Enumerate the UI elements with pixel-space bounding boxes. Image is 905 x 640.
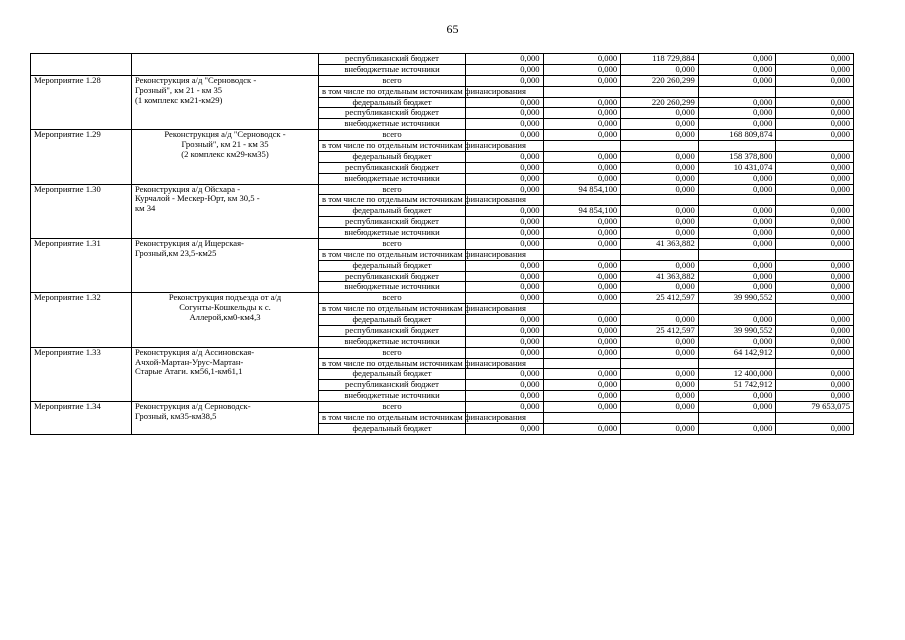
value-cell: 0,000 xyxy=(776,282,854,293)
value-cell: 0,000 xyxy=(466,369,544,380)
measure-title-line: Аллерой,км0-км4,3 xyxy=(189,312,261,322)
source-cell: всего xyxy=(319,293,466,304)
empty-cell xyxy=(776,141,854,152)
value-cell: 0,000 xyxy=(776,206,854,217)
value-cell: 0,000 xyxy=(466,293,544,304)
value-cell: 0,000 xyxy=(621,119,699,130)
value-cell: 220 260,299 xyxy=(621,97,699,108)
measure-id-cell: Мероприятие 1.31 xyxy=(31,238,132,292)
value-cell: 0,000 xyxy=(466,206,544,217)
measure-title-cell xyxy=(132,54,319,76)
source-cell: всего xyxy=(319,184,466,195)
value-cell: 0,000 xyxy=(698,391,776,402)
source-cell: федеральный бюджет xyxy=(319,260,466,271)
measure-id-cell: Мероприятие 1.28 xyxy=(31,75,132,129)
source-cell: внебюджетные источники xyxy=(319,228,466,239)
source-cell: республиканский бюджет xyxy=(319,380,466,391)
value-cell: 0,000 xyxy=(776,184,854,195)
table-row xyxy=(31,75,854,86)
value-cell: 0,000 xyxy=(543,402,621,413)
value-cell: 0,000 xyxy=(543,391,621,402)
value-cell: 0,000 xyxy=(776,347,854,358)
empty-cell xyxy=(698,249,776,260)
value-cell: 0,000 xyxy=(698,64,776,75)
measure-title-cell xyxy=(132,184,319,238)
value-cell: 0,000 xyxy=(698,119,776,130)
measure-title-line: Реконструкция а/д Ассиновская- xyxy=(135,346,255,357)
value-cell: 0,000 xyxy=(621,347,699,358)
value-cell: 10 431,074 xyxy=(698,162,776,173)
value-cell: 0,000 xyxy=(466,325,544,336)
value-cell: 25 412,597 xyxy=(621,325,699,336)
value-cell: 0,000 xyxy=(466,130,544,141)
value-cell: 41 363,882 xyxy=(621,271,699,282)
empty-cell xyxy=(776,86,854,97)
table-row xyxy=(31,54,854,65)
empty-cell xyxy=(698,86,776,97)
measure-title-line: Грозный", км 21 - км 35 xyxy=(181,139,269,149)
value-cell: 0,000 xyxy=(776,97,854,108)
value-cell: 0,000 xyxy=(621,402,699,413)
source-cell: в том числе по отдельным источникам финансирования xyxy=(319,412,466,423)
source-cell: всего xyxy=(319,402,466,413)
value-cell: 0,000 xyxy=(776,151,854,162)
empty-cell xyxy=(698,141,776,152)
source-cell: республиканский бюджет xyxy=(319,271,466,282)
value-cell: 0,000 xyxy=(776,64,854,75)
value-cell: 25 412,597 xyxy=(621,293,699,304)
source-cell: республиканский бюджет xyxy=(319,217,466,228)
value-cell: 0,000 xyxy=(698,271,776,282)
value-cell: 0,000 xyxy=(543,217,621,228)
value-cell: 94 854,100 xyxy=(543,206,621,217)
empty-cell xyxy=(621,304,699,315)
measure-id-cell: Мероприятие 1.32 xyxy=(31,293,132,347)
source-cell: внебюджетные источники xyxy=(319,173,466,184)
empty-cell xyxy=(543,358,621,369)
empty-cell xyxy=(698,304,776,315)
measure-title-line: Реконструкция а/д "Серноводск - xyxy=(135,74,257,85)
source-cell: всего xyxy=(319,130,466,141)
value-cell: 0,000 xyxy=(466,54,544,65)
value-cell: 0,000 xyxy=(621,151,699,162)
measure-title-cell xyxy=(132,293,319,347)
value-cell: 39 990,552 xyxy=(698,293,776,304)
source-cell: в том числе по отдельным источникам финансирования xyxy=(319,141,466,152)
value-cell: 0,000 xyxy=(543,97,621,108)
value-cell: 0,000 xyxy=(776,162,854,173)
value-cell: 0,000 xyxy=(776,75,854,86)
budget-table xyxy=(30,53,854,435)
source-cell: в том числе по отдельным источникам финансирования xyxy=(319,249,466,260)
source-cell: всего xyxy=(319,238,466,249)
measure-title-cell xyxy=(132,238,319,292)
source-cell: внебюджетные источники xyxy=(319,391,466,402)
value-cell: 0,000 xyxy=(466,184,544,195)
value-cell: 0,000 xyxy=(698,97,776,108)
value-cell: 118 729,884 xyxy=(621,54,699,65)
value-cell: 0,000 xyxy=(776,325,854,336)
value-cell: 0,000 xyxy=(776,173,854,184)
value-cell: 0,000 xyxy=(698,184,776,195)
value-cell: 0,000 xyxy=(543,108,621,119)
measure-title-line: Реконструкция а/д Ойсхара - xyxy=(135,183,241,194)
source-cell: федеральный бюджет xyxy=(319,315,466,326)
measure-title-line: Реконструкция подъезда от а/д xyxy=(168,292,282,303)
budget-table-body xyxy=(31,54,854,435)
value-cell: 0,000 xyxy=(698,217,776,228)
source-cell: в том числе по отдельным источникам финансирования xyxy=(319,358,466,369)
measure-title-line: км 34 xyxy=(135,203,156,214)
empty-cell xyxy=(543,86,621,97)
value-cell: 0,000 xyxy=(543,260,621,271)
value-cell: 0,000 xyxy=(621,108,699,119)
value-cell: 0,000 xyxy=(621,423,699,434)
value-cell: 0,000 xyxy=(621,217,699,228)
table-row xyxy=(31,130,854,141)
source-cell: республиканский бюджет xyxy=(319,162,466,173)
value-cell: 0,000 xyxy=(466,315,544,326)
empty-cell xyxy=(543,304,621,315)
value-cell: 0,000 xyxy=(776,336,854,347)
measure-title-line: Ачхой-Мартан-Урус-Мартан- xyxy=(135,356,244,367)
value-cell: 0,000 xyxy=(776,54,854,65)
value-cell: 0,000 xyxy=(776,380,854,391)
value-cell: 0,000 xyxy=(466,336,544,347)
source-cell: республиканский бюджет xyxy=(319,325,466,336)
measure-id-cell: Мероприятие 1.33 xyxy=(31,347,132,401)
value-cell: 0,000 xyxy=(466,380,544,391)
value-cell: 79 653,075 xyxy=(776,402,854,413)
measure-title-line: Грозный", км 21 - км 35 xyxy=(135,84,223,95)
value-cell: 0,000 xyxy=(621,282,699,293)
measure-title-cell xyxy=(132,130,319,184)
source-cell: всего xyxy=(319,75,466,86)
value-cell: 0,000 xyxy=(543,336,621,347)
value-cell: 0,000 xyxy=(698,54,776,65)
value-cell: 0,000 xyxy=(466,238,544,249)
value-cell: 0,000 xyxy=(776,369,854,380)
value-cell: 0,000 xyxy=(621,260,699,271)
empty-cell xyxy=(543,412,621,423)
value-cell: 0,000 xyxy=(543,228,621,239)
empty-cell xyxy=(698,195,776,206)
empty-cell xyxy=(776,249,854,260)
empty-cell xyxy=(776,358,854,369)
value-cell: 94 854,100 xyxy=(543,184,621,195)
value-cell: 0,000 xyxy=(466,151,544,162)
table-row xyxy=(31,184,854,195)
value-cell: 0,000 xyxy=(776,228,854,239)
value-cell: 0,000 xyxy=(543,151,621,162)
value-cell: 0,000 xyxy=(466,347,544,358)
empty-cell xyxy=(621,141,699,152)
value-cell: 0,000 xyxy=(776,217,854,228)
value-cell: 0,000 xyxy=(776,119,854,130)
page-number: 65 xyxy=(446,22,459,36)
measure-title-line: Реконструкция а/д Ищерская- xyxy=(135,237,244,248)
empty-cell xyxy=(621,249,699,260)
value-cell: 0,000 xyxy=(543,423,621,434)
empty-cell xyxy=(543,249,621,260)
value-cell: 0,000 xyxy=(543,119,621,130)
value-cell: 0,000 xyxy=(621,162,699,173)
value-cell: 0,000 xyxy=(698,206,776,217)
value-cell: 0,000 xyxy=(776,130,854,141)
value-cell: 0,000 xyxy=(543,369,621,380)
value-cell: 0,000 xyxy=(621,391,699,402)
value-cell: 0,000 xyxy=(621,130,699,141)
value-cell: 0,000 xyxy=(698,260,776,271)
empty-cell xyxy=(698,358,776,369)
value-cell: 0,000 xyxy=(776,238,854,249)
source-cell: федеральный бюджет xyxy=(319,369,466,380)
value-cell: 0,000 xyxy=(543,271,621,282)
value-cell: 0,000 xyxy=(621,369,699,380)
value-cell: 0,000 xyxy=(621,206,699,217)
value-cell: 0,000 xyxy=(543,130,621,141)
value-cell: 0,000 xyxy=(543,238,621,249)
measure-title-line: Реконструкция а/д Серноводск- xyxy=(135,401,251,411)
source-cell: внебюджетные источники xyxy=(319,119,466,130)
value-cell: 0,000 xyxy=(543,347,621,358)
value-cell: 0,000 xyxy=(466,391,544,402)
value-cell: 0,000 xyxy=(543,325,621,336)
value-cell: 0,000 xyxy=(621,184,699,195)
empty-cell xyxy=(776,412,854,423)
value-cell: 220 260,299 xyxy=(621,75,699,86)
value-cell: 0,000 xyxy=(776,271,854,282)
value-cell: 41 363,882 xyxy=(621,238,699,249)
measure-title-cell xyxy=(132,75,319,129)
source-cell: федеральный бюджет xyxy=(319,206,466,217)
value-cell: 0,000 xyxy=(621,315,699,326)
value-cell: 0,000 xyxy=(698,282,776,293)
value-cell: 64 142,912 xyxy=(698,347,776,358)
measure-title-line: Согунты-Кошкельды к с. xyxy=(179,302,271,313)
empty-cell xyxy=(776,195,854,206)
value-cell: 0,000 xyxy=(466,108,544,119)
value-cell: 0,000 xyxy=(698,228,776,239)
empty-cell xyxy=(776,304,854,315)
value-cell: 0,000 xyxy=(698,336,776,347)
value-cell: 0,000 xyxy=(543,380,621,391)
value-cell: 0,000 xyxy=(698,423,776,434)
value-cell: 0,000 xyxy=(698,75,776,86)
measure-title-line: (1 комплекс км21-км29) xyxy=(135,94,223,105)
value-cell: 0,000 xyxy=(621,380,699,391)
table-row xyxy=(31,402,854,413)
measure-title-line: Курчалой - Мескер-Юрт, км 30,5 - xyxy=(135,193,260,204)
value-cell: 0,000 xyxy=(698,173,776,184)
value-cell: 0,000 xyxy=(776,391,854,402)
value-cell: 0,000 xyxy=(466,162,544,173)
value-cell: 0,000 xyxy=(543,282,621,293)
source-cell: в том числе по отдельным источникам финансирования xyxy=(319,195,466,206)
source-cell: федеральный бюджет xyxy=(319,97,466,108)
value-cell: 0,000 xyxy=(776,108,854,119)
value-cell: 0,000 xyxy=(466,271,544,282)
value-cell: 0,000 xyxy=(698,108,776,119)
value-cell: 168 809,874 xyxy=(698,130,776,141)
value-cell: 0,000 xyxy=(621,336,699,347)
value-cell: 0,000 xyxy=(466,75,544,86)
value-cell: 0,000 xyxy=(543,64,621,75)
value-cell: 0,000 xyxy=(543,293,621,304)
measure-title-cell xyxy=(132,402,319,435)
table-row xyxy=(31,347,854,358)
value-cell: 12 400,000 xyxy=(698,369,776,380)
source-cell: республиканский бюджет xyxy=(319,108,466,119)
source-cell: в том числе по отдельным источникам финансирования xyxy=(319,86,466,97)
value-cell: 0,000 xyxy=(776,315,854,326)
measure-title-line: Старые Атаги. км56,1-км61,1 xyxy=(135,366,243,377)
source-cell: федеральный бюджет xyxy=(319,423,466,434)
value-cell: 0,000 xyxy=(776,260,854,271)
empty-cell xyxy=(621,412,699,423)
measure-id-cell xyxy=(31,54,132,76)
value-cell: 0,000 xyxy=(776,293,854,304)
value-cell: 0,000 xyxy=(698,238,776,249)
value-cell: 0,000 xyxy=(543,162,621,173)
value-cell: 0,000 xyxy=(466,228,544,239)
value-cell: 0,000 xyxy=(543,54,621,65)
value-cell: 39 990,552 xyxy=(698,325,776,336)
measure-title-line: Грозный,км 23,5-км25 xyxy=(135,247,217,258)
measure-title-line: Реконструкция а/д "Серноводск - xyxy=(164,129,286,140)
source-cell: внебюджетные источники xyxy=(319,336,466,347)
measure-title-line: (2 комплекс км29-км35) xyxy=(181,148,269,159)
value-cell: 0,000 xyxy=(621,228,699,239)
measure-id-cell: Мероприятие 1.34 xyxy=(31,402,132,435)
empty-cell xyxy=(621,86,699,97)
source-cell: в том числе по отдельным источникам финансирования xyxy=(319,304,466,315)
value-cell: 0,000 xyxy=(466,97,544,108)
value-cell: 0,000 xyxy=(466,119,544,130)
value-cell: 158 378,800 xyxy=(698,151,776,162)
value-cell: 0,000 xyxy=(466,423,544,434)
empty-cell xyxy=(543,141,621,152)
table-row xyxy=(31,293,854,304)
source-cell: всего xyxy=(319,347,466,358)
value-cell: 51 742,912 xyxy=(698,380,776,391)
measure-title-line: Грозный, км35-км38,5 xyxy=(135,410,217,421)
source-cell: внебюджетные источники xyxy=(319,64,466,75)
value-cell: 0,000 xyxy=(698,315,776,326)
value-cell: 0,000 xyxy=(776,423,854,434)
value-cell: 0,000 xyxy=(621,64,699,75)
value-cell: 0,000 xyxy=(466,402,544,413)
empty-cell xyxy=(698,412,776,423)
source-cell: внебюджетные источники xyxy=(319,282,466,293)
measure-id-cell: Мероприятие 1.30 xyxy=(31,184,132,238)
source-cell: республиканский бюджет xyxy=(319,54,466,65)
value-cell: 0,000 xyxy=(698,402,776,413)
value-cell: 0,000 xyxy=(466,217,544,228)
value-cell: 0,000 xyxy=(466,260,544,271)
value-cell: 0,000 xyxy=(543,75,621,86)
measure-title-cell xyxy=(132,347,319,401)
value-cell: 0,000 xyxy=(543,173,621,184)
value-cell: 0,000 xyxy=(466,173,544,184)
empty-cell xyxy=(621,358,699,369)
empty-cell xyxy=(543,195,621,206)
value-cell: 0,000 xyxy=(621,173,699,184)
value-cell: 0,000 xyxy=(466,282,544,293)
measure-id-cell: Мероприятие 1.29 xyxy=(31,130,132,184)
empty-cell xyxy=(621,195,699,206)
value-cell: 0,000 xyxy=(466,64,544,75)
value-cell: 0,000 xyxy=(543,315,621,326)
source-cell: федеральный бюджет xyxy=(319,151,466,162)
table-row xyxy=(31,238,854,249)
